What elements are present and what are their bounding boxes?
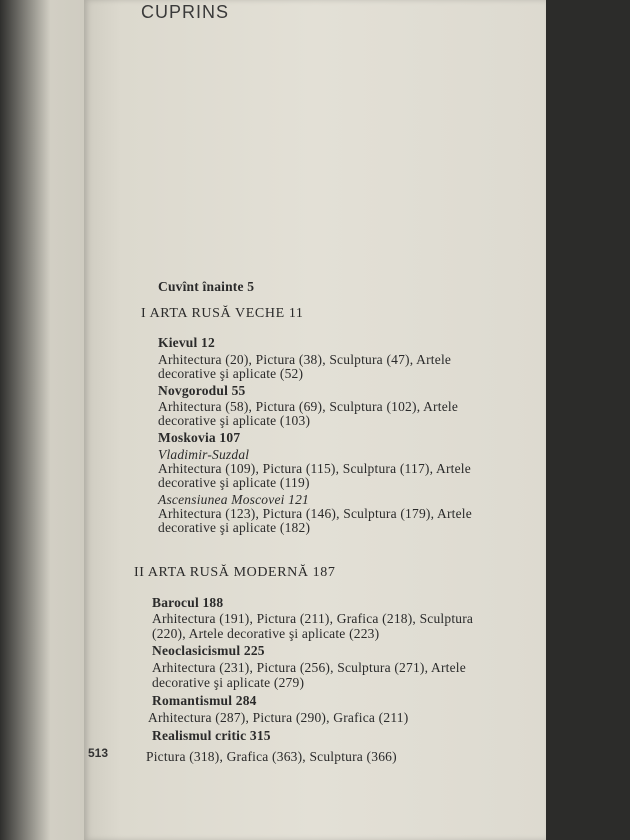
toc-subsection-title: Vladimir-Suzdal bbox=[158, 447, 250, 462]
toc-entry-line: decorative şi aplicate (119) bbox=[158, 475, 310, 490]
page-edge-right bbox=[546, 0, 630, 840]
toc-entry-line: Arhitectura (191), Pictura (211), Grafica (218), Sculptura bbox=[152, 611, 474, 626]
toc-section-title: Romantismul 284 bbox=[152, 693, 257, 708]
toc-entry-line: Arhitectura (109), Pictura (115), Sculptura (117), Artele bbox=[158, 461, 471, 476]
toc-part-heading: II ARTA RUSĂ MODERNĂ 187 bbox=[134, 565, 336, 580]
toc-entry-line: Arhitectura (231), Pictura (256), Sculptura (271), Artele bbox=[152, 660, 466, 675]
page-gutter-left bbox=[0, 0, 84, 840]
toc-entry-line: Pictura (318), Grafica (363), Sculptura (366) bbox=[146, 749, 397, 764]
toc-entry-line: Arhitectura (123), Pictura (146), Sculptura (179), Artele bbox=[158, 506, 472, 521]
toc-entry-line: decorative şi aplicate (279) bbox=[152, 675, 305, 690]
toc-entry-line: Arhitectura (287), Pictura (290), Grafica (211) bbox=[148, 710, 409, 725]
toc-section-title: Novgorodul 55 bbox=[158, 383, 246, 398]
toc-section-title: Kievul 12 bbox=[158, 335, 215, 350]
toc-section-title: Realismul critic 315 bbox=[152, 728, 271, 743]
toc-entry-line: Arhitectura (20), Pictura (38), Sculptura (47), Artele bbox=[158, 352, 452, 367]
toc-section-title: Moskovia 107 bbox=[158, 430, 241, 445]
page-number: 513 bbox=[88, 746, 109, 760]
toc-section-title: Cuvînt înainte 5 bbox=[158, 279, 255, 294]
toc-entry-line: decorative şi aplicate (103) bbox=[158, 413, 311, 428]
toc-section-title: Barocul 188 bbox=[152, 595, 224, 610]
toc-part-heading: I ARTA RUSĂ VECHE 11 bbox=[141, 306, 304, 321]
toc-entry-line: decorative şi aplicate (52) bbox=[158, 366, 304, 381]
toc-section-title: Neoclasicismul 225 bbox=[152, 643, 265, 658]
toc-entry-line: Arhitectura (58), Pictura (69), Sculptura (102), Artele bbox=[158, 399, 459, 414]
page-title: CUPRINS bbox=[141, 2, 230, 22]
toc-entry-line: decorative şi aplicate (182) bbox=[158, 520, 311, 535]
toc-subsection-title: Ascensiunea Moscovei 121 bbox=[158, 492, 310, 507]
toc-entry-line: (220), Artele decorative şi aplicate (223) bbox=[152, 626, 380, 641]
